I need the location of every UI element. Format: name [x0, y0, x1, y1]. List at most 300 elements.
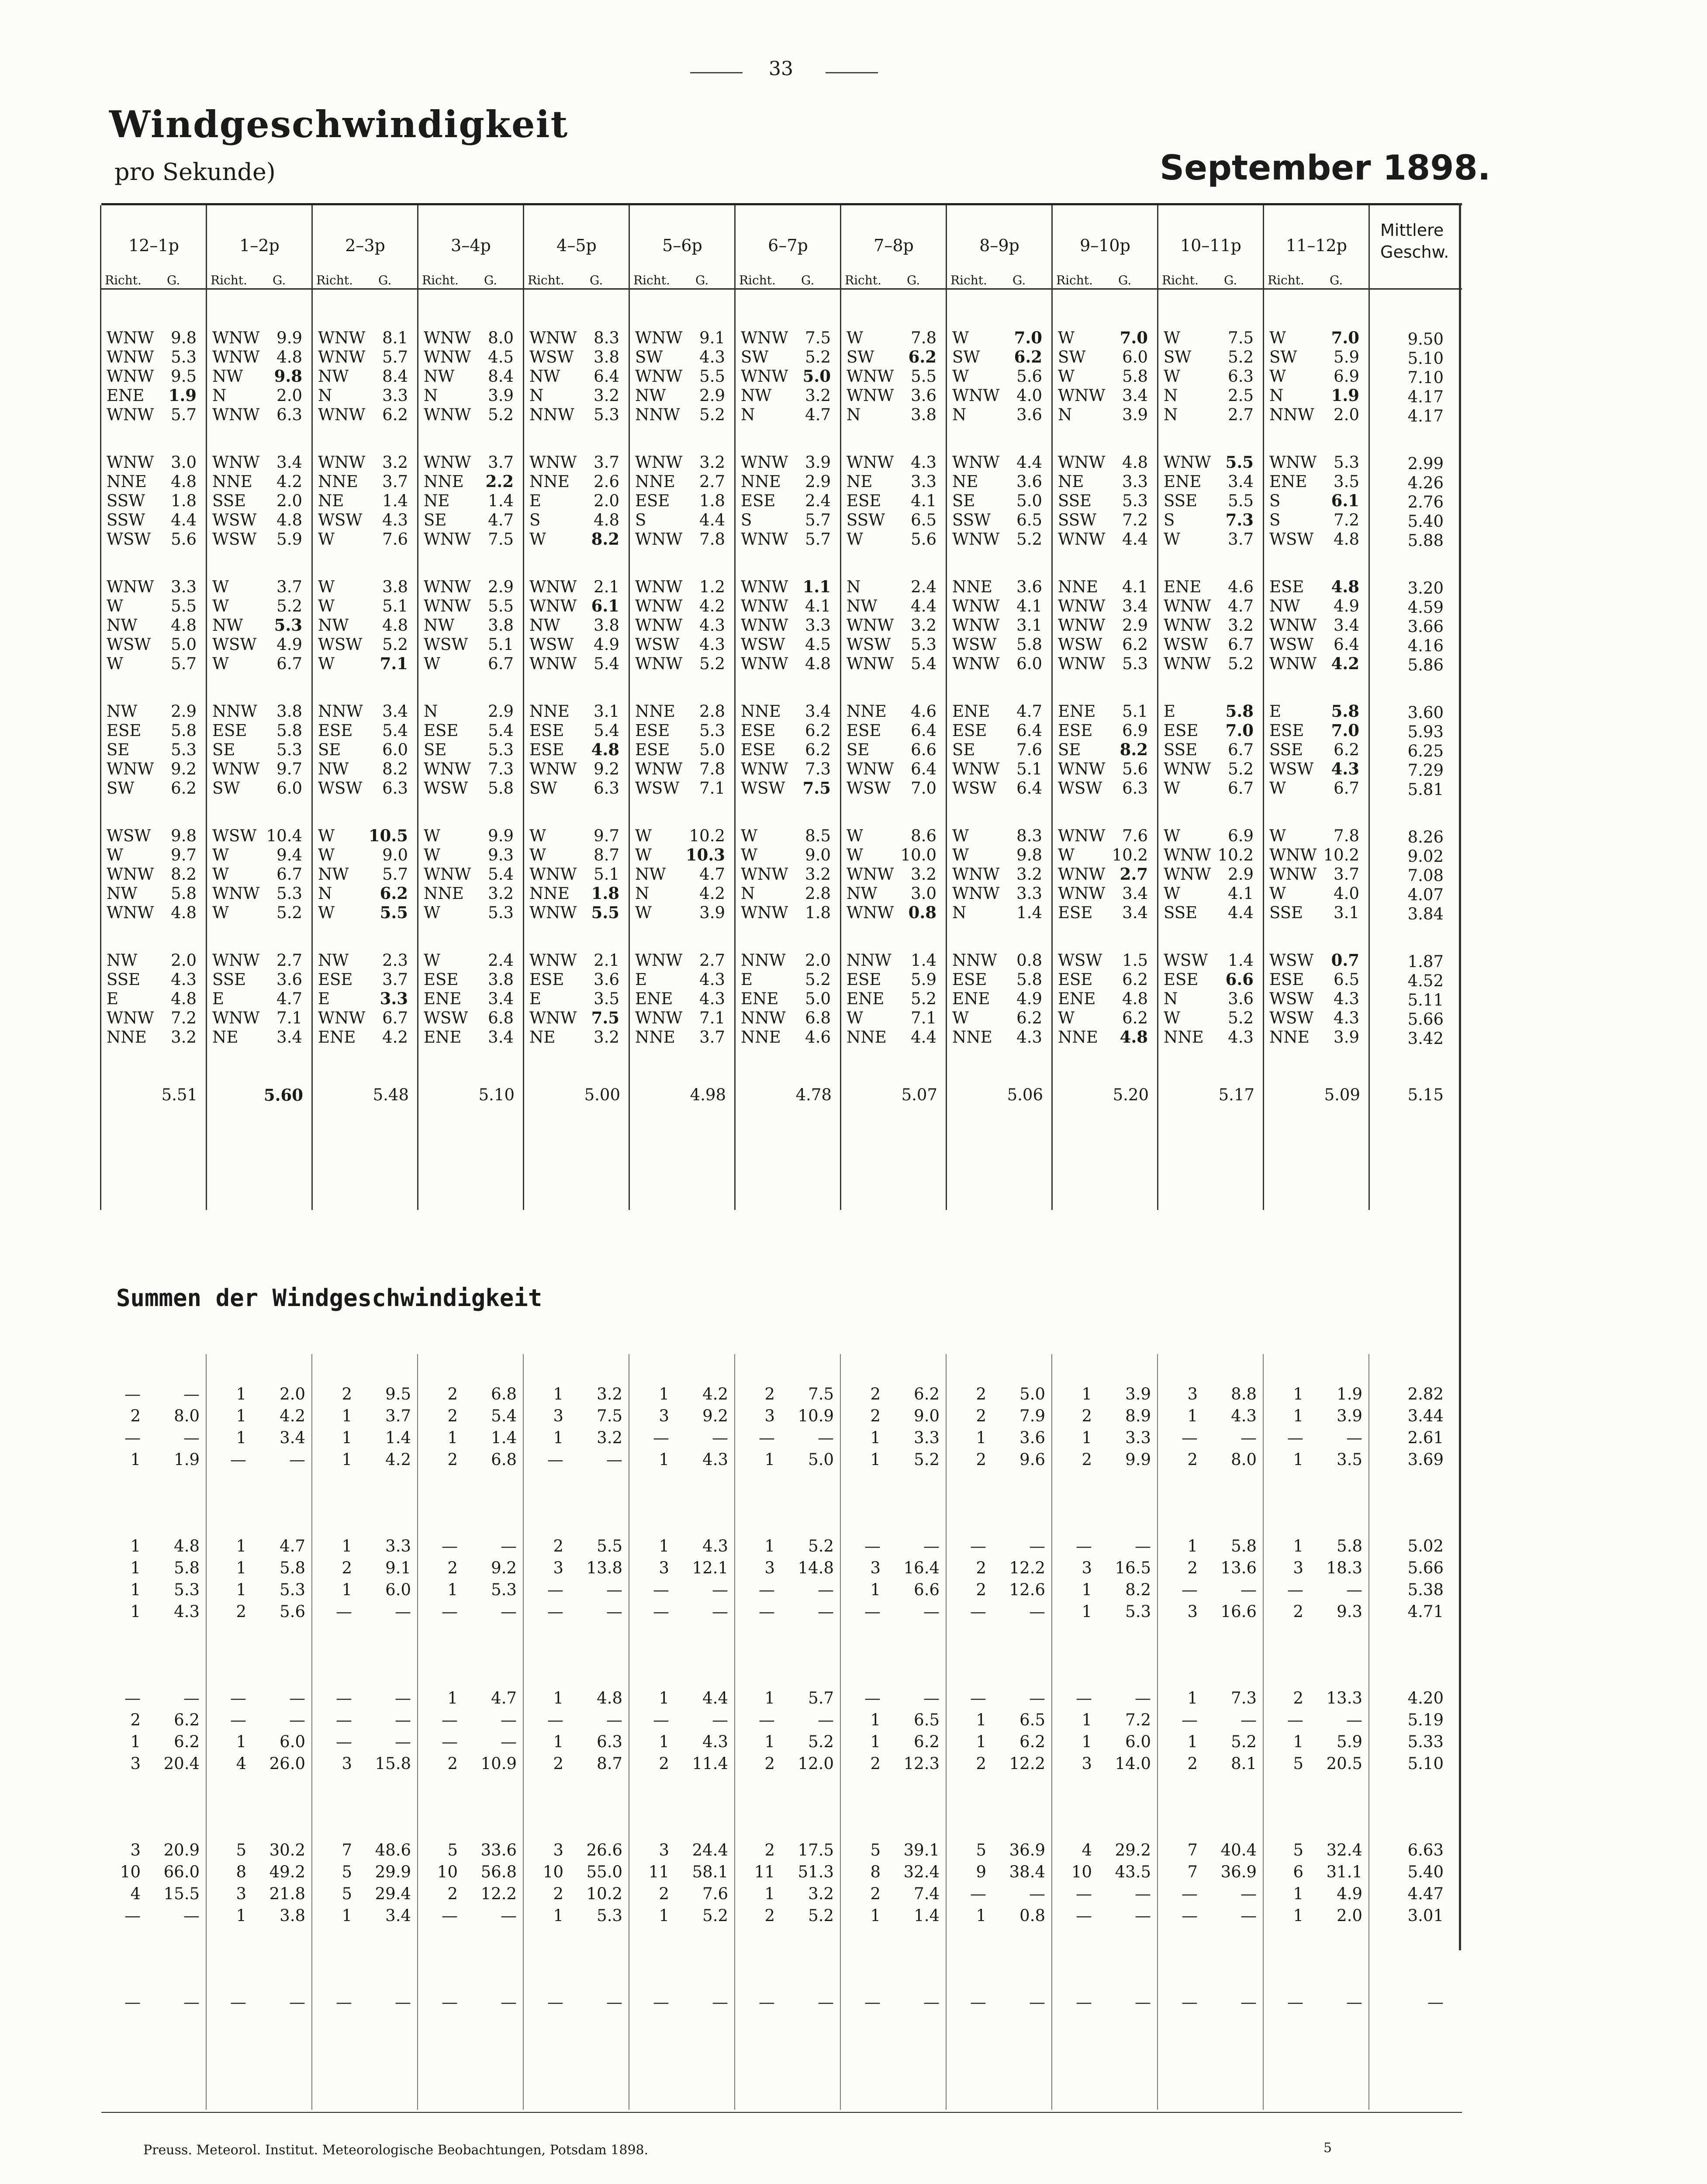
wind-speed: 5.2 [488, 405, 514, 424]
sum-mean: 2.82 [1407, 1385, 1444, 1403]
sum-value: 4.3 [1231, 1406, 1257, 1425]
sum-count: — [1287, 1993, 1303, 2011]
sum-count: 2 [553, 1537, 563, 1555]
wind-speed: 4.7 [488, 511, 514, 529]
wind-direction: NNE [635, 702, 675, 721]
sum-count: 2 [130, 1711, 141, 1729]
wind-speed: 2.4 [911, 577, 936, 596]
wind-speed: 5.6 [171, 530, 197, 549]
sum-count: 1 [1187, 1406, 1198, 1425]
wind-direction: WNW [741, 328, 788, 347]
sum-count: — [653, 1602, 669, 1621]
sum-count: 1 [976, 1732, 986, 1751]
wind-speed: 8.3 [594, 328, 619, 347]
sum-value: 8.9 [1125, 1406, 1151, 1425]
sum-count: — [230, 1689, 246, 1707]
wind-speed: 6.1 [591, 596, 619, 615]
sum-count: — [1076, 1906, 1092, 1925]
sum-count: 1 [447, 1428, 458, 1447]
wind-speed: 4.5 [488, 348, 514, 366]
wind-direction: NNW [212, 702, 257, 721]
sum-value: — [1241, 1884, 1257, 1903]
wind-direction: SW [529, 779, 557, 798]
sum-count: — [1287, 1428, 1303, 1447]
wind-speed: 3.8 [276, 702, 302, 721]
sum-count: 3 [1187, 1385, 1198, 1403]
wind-speed: 7.8 [699, 530, 725, 549]
wind-direction: WNW [1058, 865, 1106, 884]
wind-speed: 6.6 [1225, 970, 1254, 989]
dir-subheader: Richt. [105, 273, 142, 287]
wind-speed: 2.8 [699, 702, 725, 721]
sum-value: 14.0 [1115, 1754, 1151, 1773]
wind-speed: 3.3 [382, 386, 408, 405]
wind-speed: 5.9 [276, 530, 302, 549]
wind-direction: WNW [1058, 654, 1106, 673]
wind-direction: WNW [1058, 530, 1106, 549]
wind-speed: 3.4 [382, 702, 408, 721]
wind-direction: WSW [212, 635, 257, 654]
wind-speed: 5.5 [699, 367, 725, 386]
daily-mean: 9.50 [1407, 330, 1444, 349]
wind-direction: N [424, 702, 438, 721]
g-subheader: G. [378, 273, 392, 287]
wind-speed: 7.2 [171, 1009, 197, 1027]
wind-speed: 5.2 [1228, 1009, 1254, 1027]
wind-direction: WNW [1058, 386, 1106, 405]
sum-count: — [1076, 1993, 1092, 2011]
wind-speed: 6.2 [171, 779, 197, 798]
wind-speed: 1.4 [1016, 903, 1042, 922]
mean-header-1: Mittlere [1380, 221, 1444, 240]
sum-value: 4.4 [702, 1689, 728, 1707]
hour-header-5: 4–5p [556, 236, 597, 255]
wind-speed: 3.0 [911, 884, 936, 903]
wind-direction: W [1269, 884, 1286, 903]
sum-count: 3 [764, 1406, 775, 1425]
wind-speed: 4.8 [1334, 530, 1359, 549]
wind-speed: 4.8 [382, 616, 408, 635]
sum-value: 58.1 [692, 1863, 728, 1881]
sum-value: 3.2 [808, 1884, 834, 1903]
wind-direction: W [1058, 328, 1075, 347]
wind-speed: 8.2 [382, 760, 408, 778]
wind-direction: WNW [529, 577, 577, 596]
wind-speed: 9.4 [276, 846, 302, 864]
wind-speed: 3.4 [1122, 903, 1148, 922]
wind-speed: 2.9 [699, 386, 725, 405]
hour-header-11: 10–11p [1180, 236, 1242, 255]
sum-value: 12.2 [1009, 1754, 1045, 1773]
column-separator [206, 205, 207, 1210]
g-subheader: G. [484, 273, 498, 287]
wind-speed: 5.2 [276, 903, 302, 922]
column-separator [1263, 205, 1264, 1210]
sum-value: 9.1 [385, 1559, 411, 1577]
wind-direction: WNW [107, 453, 154, 472]
wind-direction: SE [952, 740, 975, 759]
sum-value: 6.3 [597, 1732, 622, 1751]
daily-mean: 3.84 [1407, 905, 1444, 923]
wind-speed: 5.8 [276, 721, 302, 740]
wind-speed: 5.3 [276, 884, 302, 903]
daily-mean: 6.25 [1407, 742, 1444, 760]
sum-mean: 5.02 [1407, 1537, 1444, 1555]
sum-count: 2 [447, 1884, 458, 1903]
wind-speed: 7.6 [1122, 826, 1148, 845]
column-separator [1368, 205, 1370, 1210]
sum-count: — [759, 1580, 775, 1599]
column-separator [523, 205, 524, 1210]
sum-value: 12.6 [1009, 1580, 1045, 1599]
wind-speed: 7.3 [805, 760, 831, 778]
sum-value: 8.8 [1231, 1385, 1257, 1403]
sum-value: 51.3 [798, 1863, 834, 1881]
wind-direction: S [1269, 511, 1281, 529]
sum-count: 1 [764, 1689, 775, 1707]
wind-direction: WNW [529, 760, 577, 778]
wind-speed: 0.7 [1331, 950, 1359, 970]
sum-count: 2 [1293, 1689, 1303, 1707]
wind-speed: 4.4 [699, 511, 725, 529]
wind-direction: WNW [424, 405, 471, 424]
sum-value: 9.5 [385, 1385, 411, 1403]
wind-speed: 3.9 [1334, 1028, 1359, 1047]
wind-speed: 4.8 [171, 989, 197, 1008]
sum-mean: — [1427, 1993, 1444, 2011]
wind-speed: 7.0 [1120, 328, 1148, 347]
wind-direction: WNW [424, 453, 471, 472]
wind-speed: 7.5 [591, 1008, 619, 1027]
sum-value: 5.2 [702, 1906, 728, 1925]
wind-direction: NNE [1269, 1028, 1310, 1047]
wind-direction: WSW [424, 635, 468, 654]
wind-speed: 2.0 [276, 386, 302, 405]
wind-speed: 6.4 [911, 721, 936, 740]
sum-count: 1 [342, 1580, 352, 1599]
wind-speed: 5.8 [1122, 367, 1148, 386]
wind-speed: 5.2 [1228, 348, 1254, 366]
wind-direction: WNW [635, 453, 683, 472]
sum-count: 5 [342, 1863, 352, 1881]
wind-speed: 2.7 [1228, 405, 1254, 424]
sum-count: 10 [120, 1863, 141, 1881]
sum-column-separator [840, 1354, 841, 2110]
wind-direction: W [952, 826, 969, 845]
wind-direction: ESE [318, 970, 353, 989]
wind-speed: 5.7 [171, 654, 197, 673]
wind-direction: WNW [952, 760, 1000, 778]
wind-direction: NE [424, 491, 450, 510]
sum-count: 11 [648, 1863, 669, 1881]
daily-mean: 4.17 [1407, 407, 1444, 425]
wind-speed: 5.3 [488, 903, 514, 922]
wind-speed: 4.8 [1122, 453, 1148, 472]
wind-direction: W [424, 826, 441, 845]
sum-count: — [442, 1906, 458, 1925]
sum-count: 1 [1187, 1732, 1198, 1751]
wind-direction: SW [107, 779, 135, 798]
wind-direction: SW [952, 348, 980, 366]
wind-speed: 5.7 [805, 530, 831, 549]
sum-count: 2 [130, 1406, 141, 1425]
wind-direction: WNW [424, 760, 471, 778]
wind-speed: 6.2 [1122, 635, 1148, 654]
wind-speed: 6.3 [382, 779, 408, 798]
wind-speed: 4.9 [594, 635, 619, 654]
wind-direction: WNW [741, 530, 788, 549]
wind-speed: 6.2 [1016, 1009, 1042, 1027]
wind-direction: WNW [847, 903, 894, 922]
wind-direction: ENE [1058, 989, 1096, 1008]
wind-direction: WNW [529, 1009, 577, 1027]
wind-speed: 2.7 [699, 472, 725, 491]
sum-value: — [1135, 1906, 1151, 1925]
wind-direction: NNW [741, 951, 786, 970]
wind-direction: ESE [952, 970, 987, 989]
sum-value: — [818, 1428, 834, 1447]
wind-speed: 4.2 [699, 597, 725, 615]
sum-count: 2 [976, 1559, 986, 1577]
wind-direction: NNE [635, 472, 675, 491]
wind-direction: W [318, 577, 335, 596]
wind-speed: 6.7 [382, 1009, 408, 1027]
wind-speed: 10.4 [266, 826, 302, 845]
wind-direction: W [847, 846, 864, 864]
sum-count: — [653, 1580, 669, 1599]
wind-direction: WNW [847, 865, 894, 884]
wind-speed: 5.1 [488, 635, 514, 654]
wind-speed: 4.7 [1228, 597, 1254, 615]
wind-speed: 5.0 [699, 740, 725, 759]
sum-count: 1 [659, 1906, 669, 1925]
sum-value: 5.8 [174, 1559, 200, 1577]
wind-speed: 3.3 [911, 472, 936, 491]
sum-value: 6.0 [1125, 1732, 1151, 1751]
wind-direction: WNW [1164, 760, 1211, 778]
wind-direction: SSE [1164, 903, 1198, 922]
wind-speed: 5.5 [171, 597, 197, 615]
wind-speed: 6.8 [805, 1009, 831, 1027]
sum-value: 21.8 [269, 1884, 305, 1903]
wind-speed: 4.1 [911, 491, 936, 510]
column-separator [840, 205, 841, 1210]
sum-count: 3 [130, 1841, 141, 1859]
wind-speed: 5.2 [911, 989, 936, 1008]
sum-count: 1 [553, 1385, 563, 1403]
sum-count: 1 [1082, 1711, 1092, 1729]
sum-value: 20.5 [1326, 1754, 1362, 1773]
wind-speed: 4.8 [171, 903, 197, 922]
wind-direction: W [847, 826, 864, 845]
sum-value: 40.4 [1220, 1841, 1257, 1859]
wind-direction: W [318, 530, 335, 549]
wind-speed: 6.0 [1016, 654, 1042, 673]
sum-count: 3 [1082, 1559, 1092, 1577]
wind-speed: 8.0 [488, 328, 514, 347]
column-separator [1157, 205, 1158, 1210]
wind-direction: N [741, 405, 755, 424]
wind-direction: WNW [635, 597, 683, 615]
wind-direction: WSW [635, 635, 680, 654]
wind-speed: 6.4 [911, 760, 936, 778]
sum-count: 1 [236, 1580, 246, 1599]
wind-speed: 6.5 [1334, 970, 1359, 989]
wind-speed: 8.2 [1120, 740, 1148, 759]
sum-value: 1.4 [491, 1428, 517, 1447]
wind-speed: 4.3 [171, 970, 197, 989]
wind-direction: NW [635, 386, 666, 405]
wind-direction: W [741, 846, 758, 864]
sum-count: 1 [130, 1450, 141, 1469]
wind-speed: 3.7 [488, 453, 514, 472]
wind-direction: NW [424, 367, 455, 386]
wind-speed: 10.2 [689, 826, 725, 845]
wind-direction: WNW [1164, 597, 1211, 615]
sum-value: 4.8 [174, 1537, 200, 1555]
sum-value: 4.2 [702, 1385, 728, 1403]
sum-value: — [923, 1993, 940, 2011]
wind-direction: NW [1269, 597, 1300, 615]
sum-count: 1 [1082, 1732, 1092, 1751]
wind-direction: S [529, 511, 541, 529]
wind-speed: 4.3 [1334, 1009, 1359, 1027]
wind-speed: 2.3 [382, 951, 408, 970]
wind-speed: 3.3 [380, 989, 408, 1008]
wind-speed: 3.4 [488, 989, 514, 1008]
sum-value: — [1135, 1993, 1151, 2011]
sum-mean: 5.40 [1407, 1863, 1444, 1881]
wind-speed: 5.1 [594, 865, 619, 884]
sum-count: 4 [236, 1754, 246, 1773]
sum-value: — [1346, 1993, 1362, 2011]
sum-value: 10.9 [798, 1406, 834, 1425]
sum-count: 4 [130, 1884, 141, 1903]
sum-value: 39.1 [903, 1841, 940, 1859]
sum-count: 10 [437, 1863, 458, 1881]
sum-count: 2 [342, 1559, 352, 1577]
wind-speed: 7.6 [1016, 740, 1042, 759]
wind-direction: ESE [741, 740, 776, 759]
sum-count: — [1182, 1884, 1198, 1903]
wind-speed: 5.2 [699, 654, 725, 673]
wind-speed: 5.4 [382, 721, 408, 740]
sum-count: 1 [764, 1450, 775, 1469]
wind-speed: 4.2 [699, 884, 725, 903]
wind-speed: 2.7 [1120, 864, 1148, 884]
wind-speed: 5.3 [274, 615, 302, 635]
wind-speed: 4.4 [171, 511, 197, 529]
wind-direction: ENE [318, 1028, 356, 1047]
wind-direction: W [635, 846, 652, 864]
dir-subheader: Richt. [739, 273, 776, 287]
wind-direction: WNW [1269, 865, 1317, 884]
sum-column-separator [311, 1354, 312, 2110]
sum-count: 2 [764, 1385, 775, 1403]
wind-speed: 6.7 [1228, 779, 1254, 798]
wind-direction: SSW [952, 511, 991, 529]
wind-speed: 5.2 [699, 405, 725, 424]
wind-speed: 1.8 [591, 884, 619, 903]
wind-direction: WNW [107, 760, 154, 778]
wind-speed: 3.2 [699, 453, 725, 472]
hour-header-10: 9–10p [1080, 236, 1130, 255]
sum-value: 32.4 [1326, 1841, 1362, 1859]
sum-count: 3 [659, 1559, 669, 1577]
sum-value: — [183, 1428, 200, 1447]
daily-mean: 5.40 [1407, 512, 1444, 531]
sum-value: 29.9 [375, 1863, 411, 1881]
wind-speed: 5.4 [488, 865, 514, 884]
sum-count: — [1182, 1711, 1198, 1729]
sum-count: — [864, 1689, 881, 1707]
wind-direction: WNW [847, 616, 894, 635]
wind-direction: WNW [741, 760, 788, 778]
sum-count: — [124, 1993, 141, 2011]
sum-value: — [395, 1689, 411, 1707]
wind-direction: SE [107, 740, 130, 759]
sum-value: 6.2 [914, 1732, 940, 1751]
wind-direction: SW [741, 348, 769, 366]
wind-speed: 6.2 [1122, 1009, 1148, 1027]
sum-value: 6.8 [491, 1450, 517, 1469]
sum-count: 2 [553, 1884, 563, 1903]
sum-count: — [1182, 1993, 1198, 2011]
sum-value: 4.3 [174, 1602, 200, 1621]
daily-mean: 5.86 [1407, 656, 1444, 674]
wind-speed: 7.5 [488, 530, 514, 549]
wind-speed: 6.4 [1016, 779, 1042, 798]
wind-speed: 5.7 [382, 865, 408, 884]
wind-speed: 2.9 [171, 702, 197, 721]
wind-speed: 3.7 [382, 970, 408, 989]
wind-direction: W [424, 903, 441, 922]
wind-speed: 2.9 [488, 577, 514, 596]
wind-speed: 2.0 [171, 951, 197, 970]
wind-direction: NW [318, 616, 349, 635]
wind-speed: 4.9 [276, 635, 302, 654]
sum-value: — [712, 1428, 728, 1447]
wind-speed: 5.0 [802, 366, 831, 386]
wind-speed: 3.8 [594, 348, 619, 366]
sum-value: 18.3 [1326, 1559, 1362, 1577]
wind-direction: WNW [424, 348, 471, 366]
sum-count: — [124, 1906, 141, 1925]
wind-speed: 5.5 [1228, 491, 1254, 510]
wind-direction: NW [318, 367, 349, 386]
wind-direction: E [318, 989, 330, 1008]
dir-subheader: Richt. [1162, 273, 1199, 287]
sum-value: 29.2 [1115, 1841, 1151, 1859]
sum-value: 9.6 [1019, 1450, 1045, 1469]
sum-count: — [230, 1450, 246, 1469]
wind-speed: 1.9 [168, 386, 197, 405]
wind-speed: 2.6 [594, 472, 619, 491]
wind-direction: ESE [318, 721, 353, 740]
wind-speed: 1.2 [699, 577, 725, 596]
daily-mean: 7.08 [1407, 866, 1444, 885]
wind-speed: 10.0 [900, 846, 936, 864]
wind-speed: 3.7 [699, 1028, 725, 1047]
sum-value: 20.9 [163, 1841, 200, 1859]
wind-direction: WSW [212, 511, 257, 529]
wind-direction: WNW [952, 386, 1000, 405]
wind-direction: WNW [318, 453, 366, 472]
wind-speed: 3.5 [1334, 472, 1359, 491]
wind-speed: 5.8 [1225, 702, 1254, 721]
wind-speed: 3.2 [911, 865, 936, 884]
wind-speed: 5.5 [380, 903, 408, 922]
